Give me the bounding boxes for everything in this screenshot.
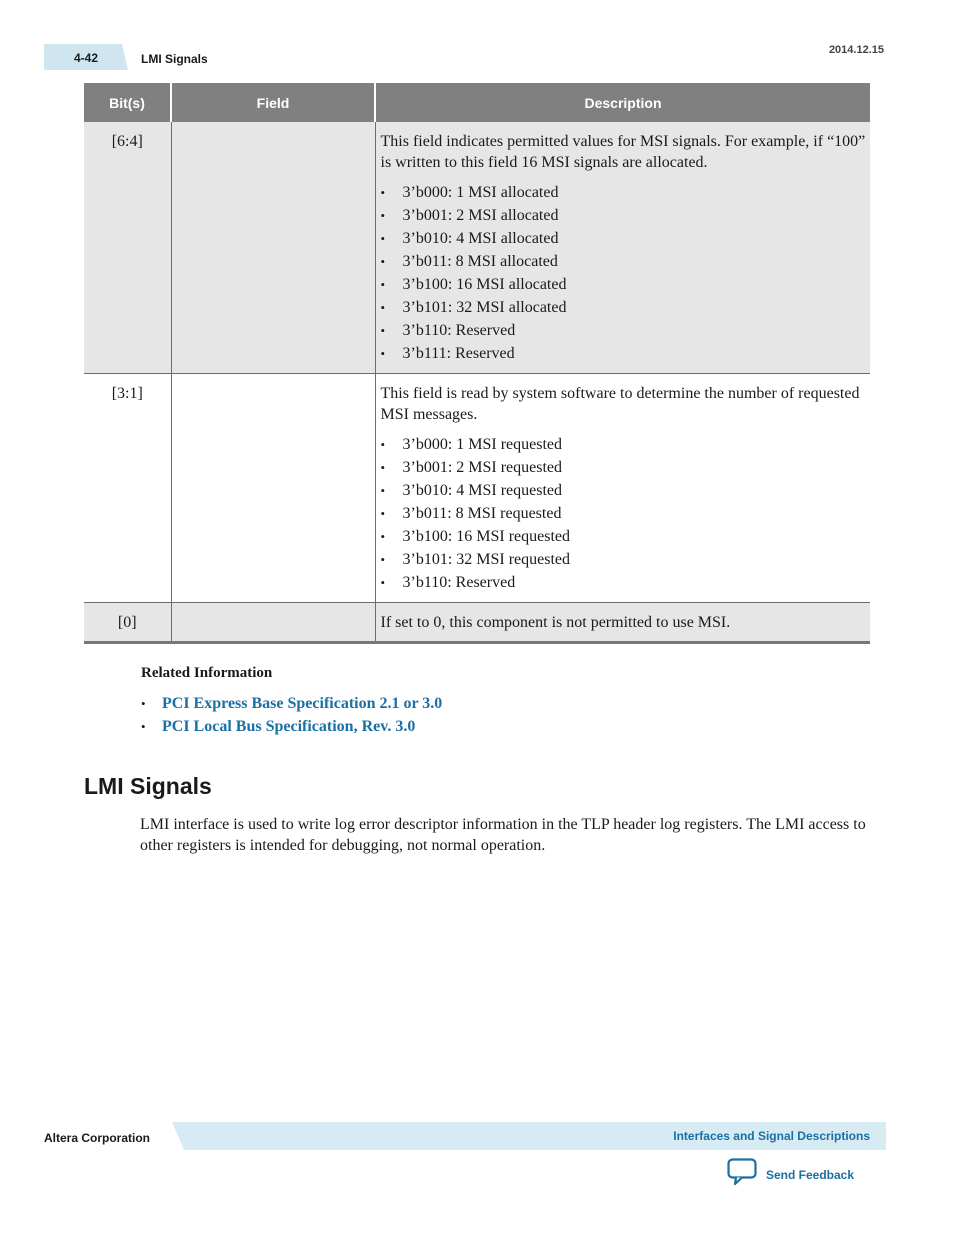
list-item: • 3’b100: 16 MSI allocated: [381, 273, 867, 296]
description-text: This field is read by system software to determine the number of requested MSI messages.: [380, 385, 860, 423]
description-cell: [375, 122, 870, 374]
link-pci-express-base-spec[interactable]: PCI Express Base Specification 2.1 or 3.0: [162, 695, 443, 712]
related-information-heading: Related Information: [141, 665, 273, 681]
list-item: • 3’b010: 4 MSI allocated: [381, 227, 867, 250]
column-header-field: Field: [171, 83, 375, 122]
list-item: • 3’b110: Reserved: [381, 571, 867, 594]
description-cell: [375, 374, 870, 603]
column-header-description: Description: [375, 83, 870, 122]
description-text: If set to 0, this component is not permitted to use MSI.: [380, 614, 731, 631]
section-paragraph: LMI interface is used to write log error descriptor information in the TLP header log registers. The LMI access to other registers is intended for debugging, not normal operation.: [140, 816, 866, 854]
bits-cell: [0]: [84, 603, 171, 643]
value-list: [381, 433, 867, 594]
list-item: [141, 715, 442, 738]
header-date: 2014.12.15: [828, 44, 884, 56]
list-item: • 3’b111: Reserved: [381, 342, 867, 365]
bits-cell: [6:4]: [84, 122, 171, 374]
list-item: • 3’b011: 8 MSI requested: [381, 502, 867, 525]
list-item: • 3’b001: 2 MSI allocated: [381, 204, 867, 227]
list-item: • 3’b001: 2 MSI requested: [381, 456, 867, 479]
register-table: [84, 83, 870, 644]
section-heading: LMI Signals: [84, 773, 212, 799]
table-header-row: [84, 83, 870, 122]
list-item: • 3’b010: 4 MSI requested: [381, 479, 867, 502]
table-row: [84, 122, 870, 374]
list-item: • 3’b000: 1 MSI allocated: [381, 181, 867, 204]
list-item: • 3’b101: 32 MSI requested: [381, 548, 867, 571]
header-section-title: LMI Signals: [141, 52, 208, 66]
speech-bubble-icon: [727, 1158, 757, 1191]
list-item: • 3’b011: 8 MSI allocated: [381, 250, 867, 273]
description-text: This field indicates permitted values for MSI signals. For example, if “100” is written to this field 16 MSI signals are allocated.: [380, 133, 866, 171]
list-item: • 3’b000: 1 MSI requested: [381, 433, 867, 456]
list-item: [141, 692, 442, 715]
column-header-bits: Bit(s): [84, 83, 171, 122]
send-feedback-label: Send Feedback: [766, 1167, 855, 1182]
table-row: [84, 603, 870, 643]
field-cell: [171, 122, 375, 374]
page-number: 4-42: [74, 51, 99, 65]
list-item: • 3’b110: Reserved: [381, 319, 867, 342]
table-row: [84, 374, 870, 603]
footer-chapter-link[interactable]: Interfaces and Signal Descriptions: [673, 1129, 870, 1143]
list-item: • 3’b100: 16 MSI requested: [381, 525, 867, 548]
field-cell: [171, 603, 375, 643]
bits-cell: [3:1]: [84, 374, 171, 603]
link-pci-local-bus-spec[interactable]: PCI Local Bus Specification, Rev. 3.0: [162, 718, 416, 735]
list-item: • 3’b101: 32 MSI allocated: [381, 296, 867, 319]
value-list: [381, 181, 867, 365]
related-links-list: [141, 692, 442, 738]
field-cell: [171, 374, 375, 603]
description-cell: [375, 603, 870, 643]
footer-company: Altera Corporation: [44, 1131, 151, 1145]
send-feedback-button[interactable]: [727, 1158, 854, 1191]
